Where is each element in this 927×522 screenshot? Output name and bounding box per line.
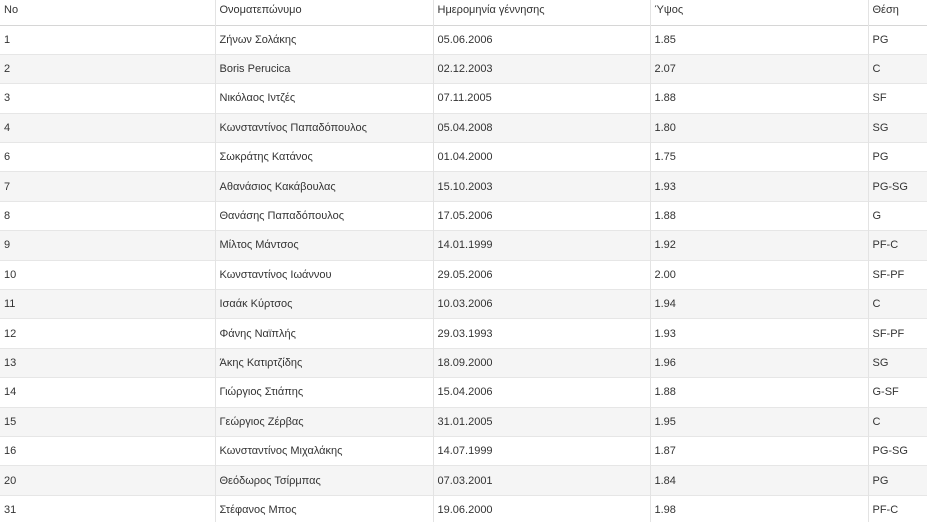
cell-height: 2.07 [650, 54, 868, 83]
cell-position: PG [868, 25, 927, 54]
table-row [0, 407, 927, 436]
table-row [0, 201, 927, 230]
cell-position: PG-SG [868, 172, 927, 201]
cell-height: 1.94 [650, 290, 868, 319]
cell-birth-date: 15.04.2006 [433, 378, 650, 407]
cell-player-name: Κωνσταντίνος Ιωάννου [215, 260, 433, 289]
cell-player-name: Στέφανος Μπος [215, 495, 433, 522]
cell-birth-date: 29.05.2006 [433, 260, 650, 289]
table-row [0, 54, 927, 83]
cell-birth-date: 17.05.2006 [433, 201, 650, 230]
cell-position: G-SF [868, 378, 927, 407]
table-row [0, 260, 927, 289]
cell-birth-date: 15.10.2003 [433, 172, 650, 201]
table-row [0, 436, 927, 465]
cell-number: 11 [4, 298, 16, 311]
cell-height: 1.92 [650, 231, 868, 260]
cell-position: SF-PF [868, 319, 927, 348]
cell-position: PG [868, 143, 927, 172]
cell-number: 16 [4, 445, 17, 458]
cell-number: 9 [4, 239, 11, 252]
cell-height: 1.80 [650, 113, 868, 142]
cell-position: PF-C [868, 231, 927, 260]
cell-birth-date: 19.06.2000 [433, 495, 650, 522]
cell-player-name: Σωκράτης Κατάνος [215, 143, 433, 172]
table-row [0, 378, 927, 407]
column-header-name: Ονοματεπώνυμο [215, 0, 433, 25]
table-row [0, 113, 927, 142]
cell-birth-date: 07.03.2001 [433, 466, 650, 495]
cell-player-name: Boris Perucica [215, 54, 433, 83]
cell-player-name: Θεόδωρος Τσίρμπας [215, 466, 433, 495]
cell-birth-date: 07.11.2005 [433, 84, 650, 113]
roster-table-header [0, 0, 927, 25]
cell-position: C [868, 407, 927, 436]
cell-number: 13 [4, 356, 17, 369]
column-header-no: No [4, 4, 19, 16]
cell-number: 15 [4, 415, 17, 428]
cell-height: 1.85 [650, 25, 868, 54]
cell-number: 7 [4, 180, 11, 193]
cell-number: 14 [4, 386, 17, 399]
cell-birth-date: 05.04.2008 [433, 113, 650, 142]
cell-birth-date: 05.06.2006 [433, 25, 650, 54]
cell-position: SF [868, 84, 927, 113]
cell-birth-date: 14.07.1999 [433, 436, 650, 465]
cell-position: PG [868, 466, 927, 495]
cell-player-name: Γιώργιος Στιάπης [215, 378, 433, 407]
cell-height: 2.00 [650, 260, 868, 289]
cell-height: 1.75 [650, 143, 868, 172]
table-row [0, 495, 927, 522]
cell-player-name: Ισαάκ Κύρτσος [215, 290, 433, 319]
cell-position: PG-SG [868, 436, 927, 465]
cell-number: 10 [4, 268, 17, 281]
cell-height: 1.95 [650, 407, 868, 436]
roster-table-body [0, 25, 927, 522]
column-header-height: Ύψος [650, 0, 868, 25]
table-row [0, 319, 927, 348]
cell-player-name: Μίλτος Μάντσος [215, 231, 433, 260]
table-row [0, 25, 927, 54]
cell-position: SF-PF [868, 260, 927, 289]
cell-position: SG [868, 348, 927, 377]
cell-number: 1 [4, 33, 11, 46]
cell-position: C [868, 290, 927, 319]
cell-height: 1.84 [650, 466, 868, 495]
cell-position: PF-C [868, 495, 927, 522]
table-row [0, 231, 927, 260]
cell-number: 3 [4, 92, 11, 105]
cell-birth-date: 02.12.2003 [433, 54, 650, 83]
cell-number: 8 [4, 210, 11, 223]
cell-height: 1.93 [650, 319, 868, 348]
cell-height: 1.88 [650, 201, 868, 230]
column-header-dob: Ημερομηνία γέννησης [433, 0, 650, 25]
cell-birth-date: 29.03.1993 [433, 319, 650, 348]
table-row [0, 172, 927, 201]
cell-height: 1.96 [650, 348, 868, 377]
cell-height: 1.98 [650, 495, 868, 522]
cell-player-name: Γεώργιος Ζέρβας [215, 407, 433, 436]
cell-number: 20 [4, 474, 17, 487]
cell-position: C [868, 54, 927, 83]
cell-height: 1.87 [650, 436, 868, 465]
cell-number: 2 [4, 63, 11, 76]
cell-number: 4 [4, 121, 11, 134]
cell-player-name: Ζήνων Σολάκης [215, 25, 433, 54]
cell-player-name: Νικόλαος Ιντζές [215, 84, 433, 113]
cell-player-name: Κωνσταντίνος Παπαδόπουλος [215, 113, 433, 142]
table-row [0, 84, 927, 113]
cell-birth-date: 14.01.1999 [433, 231, 650, 260]
cell-height: 1.88 [650, 84, 868, 113]
cell-number: 6 [4, 151, 11, 164]
table-row [0, 466, 927, 495]
cell-birth-date: 31.01.2005 [433, 407, 650, 436]
cell-number: 12 [4, 327, 17, 340]
header-row [0, 0, 927, 25]
cell-birth-date: 10.03.2006 [433, 290, 650, 319]
cell-player-name: Κωνσταντίνος Μιχαλάκης [215, 436, 433, 465]
cell-player-name: Αθανάσιος Κακάβουλας [215, 172, 433, 201]
table-row [0, 143, 927, 172]
cell-player-name: Άκης Κατιρτζίδης [215, 348, 433, 377]
cell-player-name: Θανάσης Παπαδόπουλος [215, 201, 433, 230]
cell-birth-date: 18.09.2000 [433, 348, 650, 377]
cell-number: 31 [4, 503, 17, 516]
cell-position: SG [868, 113, 927, 142]
cell-height: 1.88 [650, 378, 868, 407]
cell-height: 1.93 [650, 172, 868, 201]
column-header-position: Θέση [868, 0, 927, 25]
cell-player-name: Φάνης Ναϊπλής [215, 319, 433, 348]
table-row [0, 348, 927, 377]
cell-birth-date: 01.04.2000 [433, 143, 650, 172]
table-row [0, 290, 927, 319]
cell-position: G [868, 201, 927, 230]
